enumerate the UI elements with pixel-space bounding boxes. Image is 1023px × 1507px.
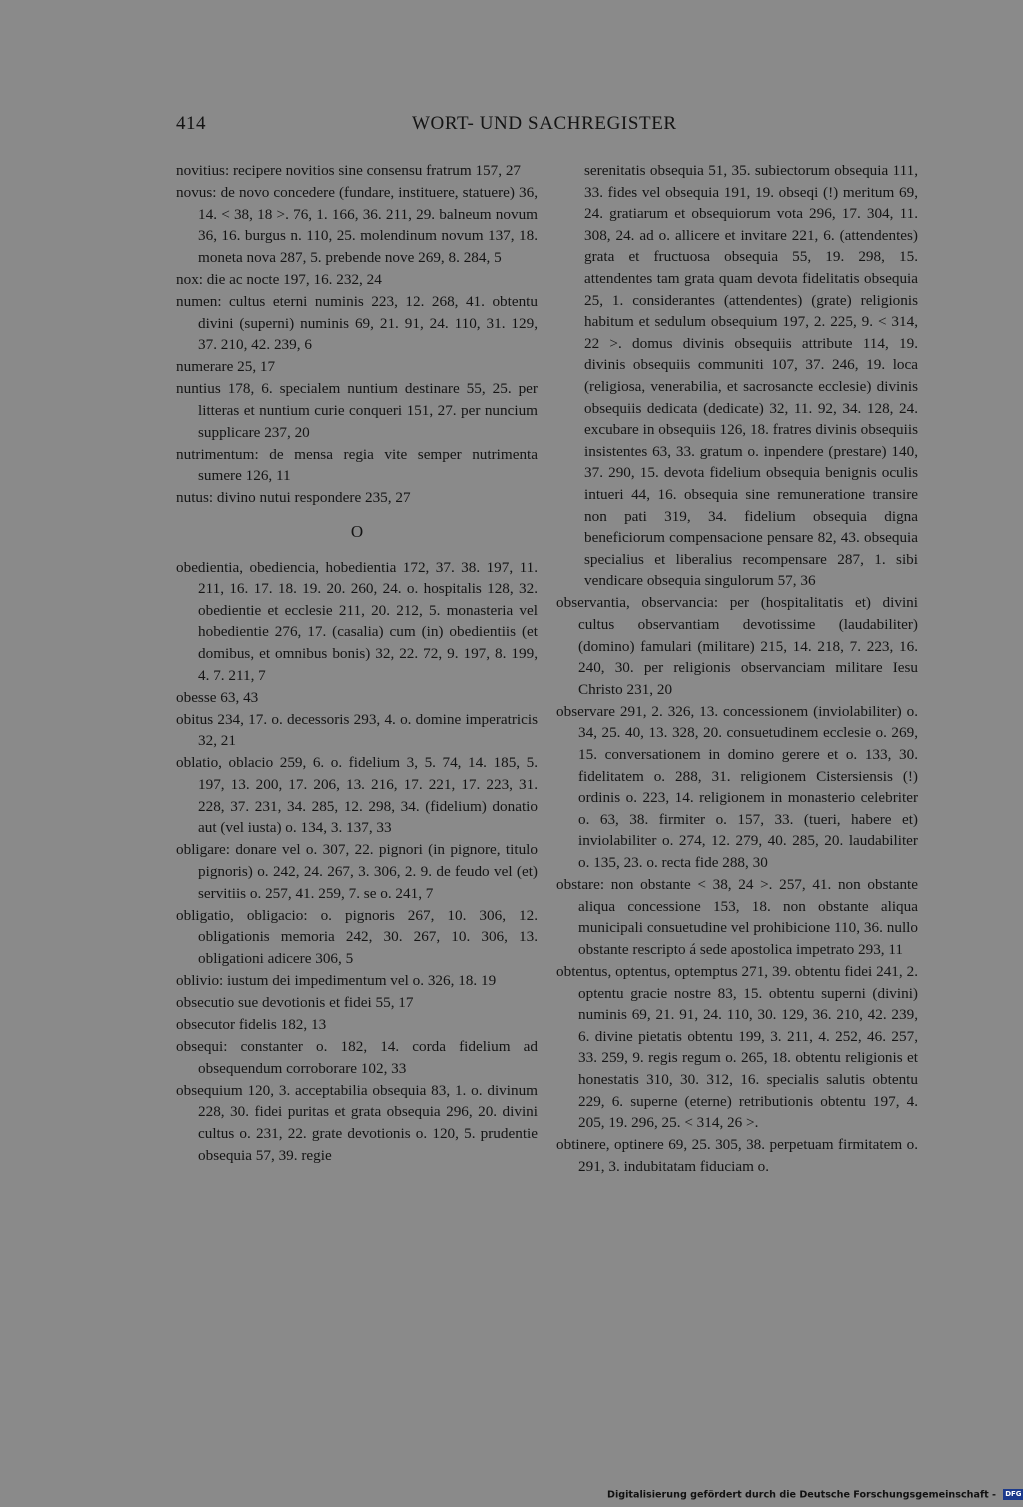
page-header <box>0 113 1000 139</box>
index-entry-continuation: serenitatis obsequia 51, 35. subiectorum obsequia 111, 33. fides vel obsequia 191, 19. obseqi (!) meritum 69, 24. gratiarum et obsequiorum vota 296, 17. 304, 11. 308, 24. ad o. allicere et invitare 221, 6. (attendentes) grata et fructuosa obsequia 55, 19. 298, 15. attendentes tam grata quam devota fidelitatis obsequia 25, 1. considerantes (attendentes) (grate) religionis habitum et sedulum obsequium 197, 2. 225, 9. < 314, 22 >. domus divinis obsequiis attribute 114, 19. divinis obsequiis communiti 107, 37. 246, 19. loca (religiosa, venerabilia, et sacrosancte ecclesie) divinis obsequiis dedicata (dedicate) 32, 11. 92, 34. 128, 24. excubare in obsequiis 126, 18. fratres divinis obsequiis insistentes 63, 33. gratum o. inpendere (prestare) 140, 37. 290, 15. devota fidelium obsequia benignis oculis intueri 44, 16. obsequia sine remuneratione transire non pati 319, 34. fidelium obsequia digna beneficiorum compensacione pensare 82, 43. obsequia specialius et liberalius recompensare 287, 1. sibi vendicare obsequia singulorum 57, 36 <box>584 162 918 590</box>
index-entry: observantia, observancia: per (hospitalitatis et) divini cultus observantiam devotissime (laudabiliter) (domino) famulari (militare) 215, 14. 218, 7. 223, 16. 240, 30. per religionis observanciam militare Iesu Christo 231, 20 <box>556 594 918 698</box>
index-entry: oblatio, oblacio 259, 6. o. fidelium 3, 5. 74, 14. 185, 5. 197, 13. 200, 17. 206, 13. 216, 17. 221, 17. 223, 31. 228, 37. 231, 34. 285, 12. 298, 34. (fidelium) donatio aut (vel iusta) o. 134, 3. 137, 33 <box>176 754 538 837</box>
index-entry: obstare: non obstante < 38, 24 >. 257, 41. non obstante aliqua concessione 153, 18. non obstante aliqua municipali consuetudine vel prohibicione 110, 36. nullo obstante rescripto á sede apostolica impetrato 293, 11 <box>556 876 918 958</box>
right-column <box>556 160 918 1178</box>
index-entry: oblivio: iustum dei impedimentum vel o. 326, 18. 19 <box>176 971 497 989</box>
index-entry: numerare 25, 17 <box>176 358 276 376</box>
section-letter-heading: O <box>350 522 364 541</box>
index-entry: obsecutor fidelis 182, 13 <box>176 1016 327 1034</box>
index-entry: obsequi: constanter o. 182, 14. corda fidelium ad obsequendum corroborare 102, 33 <box>176 1038 538 1077</box>
index-entry: nutrimentum: de mensa regia vite semper nutrimenta sumere 126, 11 <box>176 445 538 485</box>
page-number: 414 <box>176 113 206 134</box>
index-entry: nox: die ac nocte 197, 16. 232, 24 <box>176 270 382 288</box>
index-entry: obtinere, optinere 69, 25. 305, 38. perpetuam firmitatem o. 291, 3. indubitatam fiduciam o. <box>556 1136 918 1175</box>
index-entry: obedientia, obediencia, hobedientia 172, 37. 38. 197, 11. 211, 16. 17. 18. 19. 20. 260, 24. o. hospitalis 128, 32. obedientie et ecclesie 211, 20. 212, 5. monasteria vel hobedientie 276, 17. (casalia) cum (in) obedientiis (et domibus, et omnibus bonis) 32, 22. 72, 9. 197, 8. 199, 4. 7. 211, 7 <box>176 558 538 684</box>
footer-credit <box>607 1489 1022 1503</box>
index-entry: obesse 63, 43 <box>176 688 259 706</box>
index-entry: observare 291, 2. 326, 13. concessionem (inviolabiliter) o. 34, 25. 40, 13. 328, 20. consuetudinem ecclesie o. 269, 15. conversationem in domino gerere et o. 133, 30. fidelitatem o. 288, 31. religionem Cistersiensis (!) ordinis o. 223, 14. religionem in monasterio celebriter o. 63, 38. firmiter o. 157, 33. (tueri, habere et) inviolabiliter o. 274, 12. 279, 40. 285, 20. laudabiliter o. 135, 23. o. recta fide 288, 30 <box>556 702 918 871</box>
running-title: WORT- UND SACHREGISTER <box>412 113 677 134</box>
index-entry: obsequium 120, 3. acceptabilia obsequia 83, 1. o. divinum 228, 30. fidei puritas et grata obsequia 296, 20. divini cultus o. 231, 22. grate devotionis o. 120, 5. prudentie obsequia 57, 39. regie <box>176 1081 538 1164</box>
index-entry: obtentus, optentus, optemptus 271, 39. obtentu fidei 241, 2. optentu gracie nostre 83, 15. obtentu superni (divini) numinis 69, 21. 91, 24. 110, 30. 129, 36. 210, 42. 239, 6. divine pietatis obtentu 199, 3. 211, 4. 252, 46. 257, 33. 259, 9. regis regum o. 265, 18. obtentu religionis et honestatis 310, 30. 312, 16. specialis salutis obtentu 229, 6. superne (eterne) retributionis obtentu 197, 4. 205, 19. 296, 25. < 314, 26 >. <box>556 962 918 1132</box>
index-entry: obligatio, obligacio: o. pignoris 267, 10. 306, 12. obligationis memoria 242, 30. 267, 10. 306, 13. obligationi adicere 306, 5 <box>176 906 538 967</box>
index-entry: obitus 234, 17. o. decessoris 293, 4. o. domine imperatricis 32, 21 <box>176 710 538 750</box>
index-entry: nuntius 178, 6. specialem nuntium destinare 55, 25. per litteras et nuntium curie conqueri 151, 27. per nuncium supplicare 237, 20 <box>176 380 538 441</box>
left-column <box>176 160 538 1167</box>
index-entry: numen: cultus eterni numinis 223, 12. 268, 41. obtentu divini (superni) numinis 69, 21. 91, 24. 110, 31. 129, 37. 210, 42. 239, 6 <box>176 293 538 354</box>
index-entry: obligare: donare vel o. 307, 22. pignori (in pignore, titulo pignoris) o. 242, 24. 267, 3. 306, 2. 9. de feudo vel (et) servitiis o. 257, 41. 259, 7. se o. 241, 7 <box>176 841 538 902</box>
index-entry: nutus: divino nutui respondere 235, 27 <box>176 489 411 507</box>
dfg-logo-icon: DFG <box>1005 1490 1022 1498</box>
index-entry: novitius: recipere novitios sine consensu fratrum 157, 27 <box>176 162 522 179</box>
index-entry: obsecutio sue devotionis et fidei 55, 17 <box>176 993 414 1011</box>
index-entry: novus: de novo concedere (fundare, instituere, statuere) 36, 14. < 38, 18 >. 76, 1. 166, 36. 211, 29. balneum novum 36, 16. burgus n. 110, 25. molendinum novum 137, 18. moneta nova 287, 5. prebende nove 269, 8. 284, 5 <box>176 184 538 266</box>
footer-text: Digitalisierung gefördert durch die Deutsche Forschungsgemeinschaft - <box>607 1489 997 1501</box>
